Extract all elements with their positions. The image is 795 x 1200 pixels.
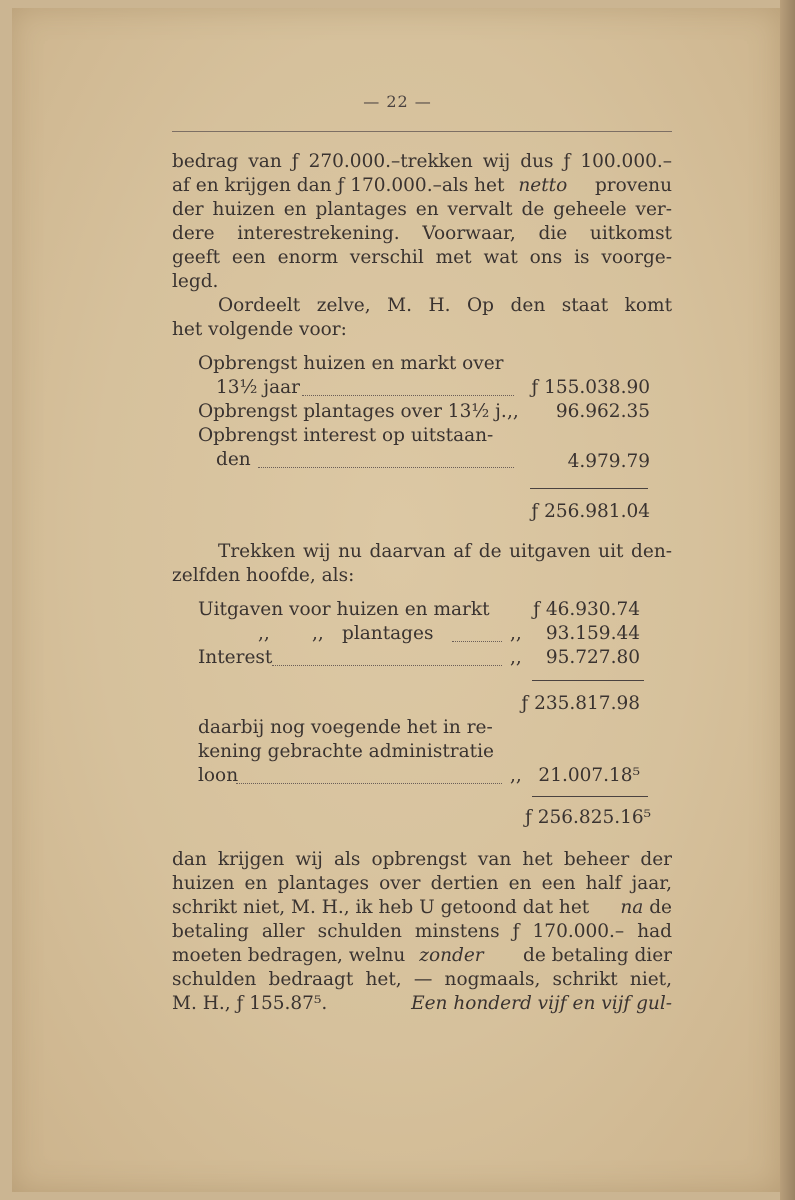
text-line: zelfden hoofde, als: [172, 565, 355, 586]
text-line: schrikt niet, M. H., ik heb U getoond dat het na de [172, 897, 672, 918]
text-line: het volgende voor: [172, 319, 347, 340]
leader-dots [272, 664, 502, 666]
text-line: moeten bedragen, welnu zonder de betaling dier [172, 945, 672, 966]
income-row-label: Opbrengst huizen en markt over [198, 353, 504, 374]
expense-row-label: Uitgaven voor huizen en markt [198, 599, 490, 620]
leader-dots [452, 640, 502, 642]
ditto-mark: ,, [312, 623, 324, 644]
income-row-label: 13½ jaar [216, 377, 300, 398]
ditto-mark: ,, [510, 647, 522, 668]
text-line: dan krijgen wij als opbrengst van het beheer der [172, 849, 672, 870]
expense-row-label: Interest [198, 647, 273, 668]
text-line: Trekken wij nu daarvan af de uitgaven uit den- [218, 541, 672, 562]
income-total: ƒ 256.981.04 [531, 501, 650, 522]
income-row-label: Opbrengst plantages over 13½ j. [198, 401, 507, 422]
text-line: geeft een enorm verschil met wat ons is voorge- [172, 247, 672, 268]
sum-rule [530, 488, 648, 489]
sum-rule [532, 680, 644, 681]
income-amount: 96.962.35 [555, 401, 650, 422]
expense-amount: 93.159.44 [545, 623, 640, 644]
income-amount: 4.979.79 [567, 451, 650, 472]
header-rule [172, 131, 672, 132]
text-line: betaling aller schulden minstens ƒ 170.000.– had [172, 921, 672, 942]
text-line: der huizen en plantages en vervalt de geheele ver- [172, 199, 672, 220]
text-line: M. H., ƒ 155.87⁵. Een honderd vijf en vijf gul- [172, 993, 672, 1014]
ditto-mark: ,, [507, 401, 519, 422]
expense-total: ƒ 256.825.16⁵ [525, 807, 652, 828]
expense-amount: ƒ 46.930.74 [533, 599, 640, 620]
leader-dots [302, 394, 514, 396]
ditto-mark: ,, [258, 623, 270, 644]
page-edge [780, 0, 795, 1200]
expense-subtotal: ƒ 235.817.98 [521, 693, 640, 714]
text-line: huizen en plantages over dertien en een half jaar, [172, 873, 672, 894]
text-line: Oordeelt zelve, M. H. Op den staat komt [218, 295, 672, 316]
leader-dots [258, 466, 514, 468]
admin-label: kening gebrachte administratie [198, 741, 494, 762]
text-line: legd. [172, 271, 219, 292]
expense-row-label: plantages [342, 623, 434, 644]
income-row-label: Opbrengst interest op uitstaan- [198, 425, 494, 446]
sum-rule [532, 796, 648, 797]
leader-dots [236, 782, 502, 784]
income-row-label: den [216, 449, 251, 470]
admin-amount: 21.007.18⁵ [538, 765, 640, 786]
page-number: — 22 — [363, 92, 432, 111]
income-amount: ƒ 155.038.90 [531, 377, 650, 398]
expense-amount: 95.727.80 [545, 647, 640, 668]
ditto-mark: ,, [510, 765, 522, 786]
admin-label: loon [198, 765, 239, 786]
text-line: af en krijgen dan ƒ 170.000.–als het netto provenu [172, 175, 672, 196]
ditto-mark: ,, [510, 623, 522, 644]
text-line: schulden bedraagt het, — nogmaals, schrikt niet, [172, 969, 672, 990]
text-line: dere interestrekening. Voorwaar, die uitkomst [172, 223, 672, 244]
text-line: bedrag van ƒ 270.000.–trekken wij dus ƒ 100.000.– [172, 151, 672, 172]
admin-label: daarbij nog voegende het in re- [198, 717, 493, 738]
